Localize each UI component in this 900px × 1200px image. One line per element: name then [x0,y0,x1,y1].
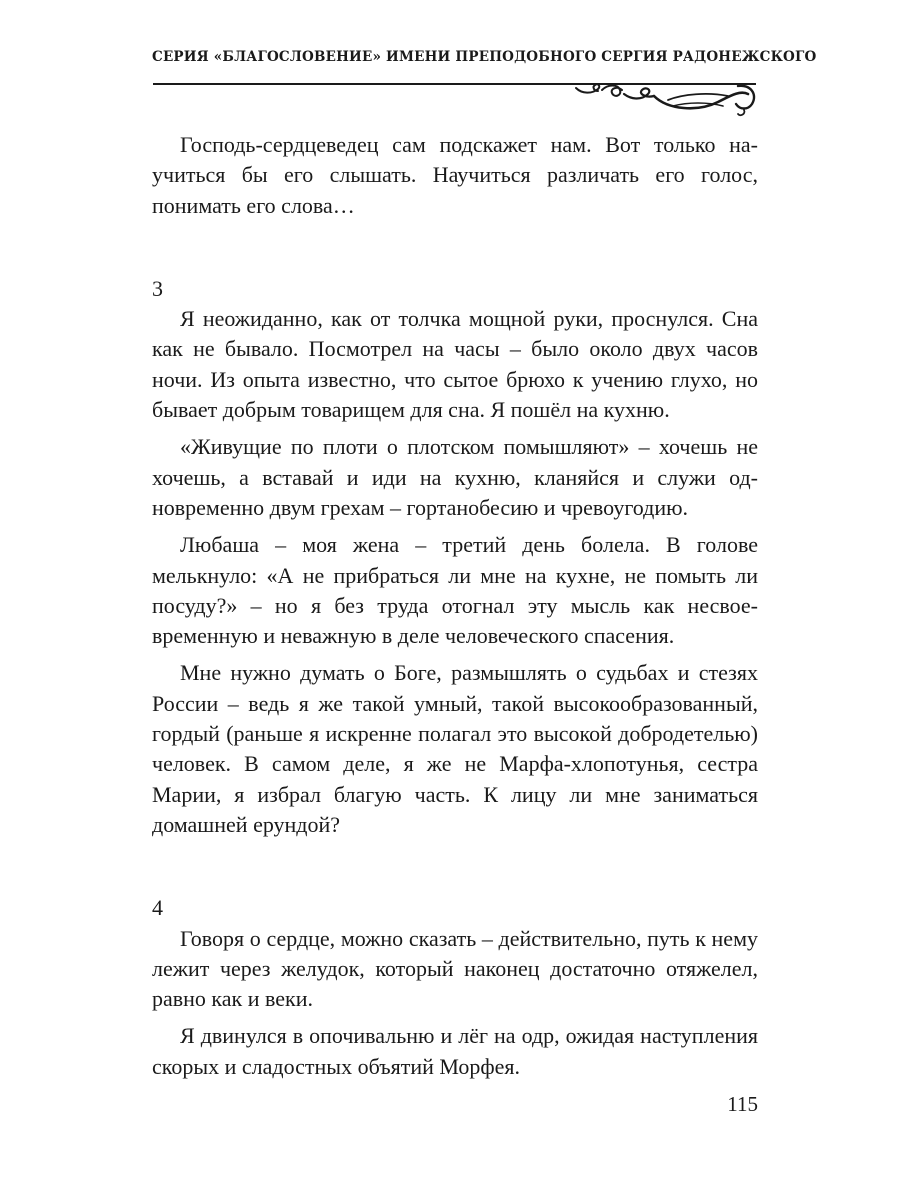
section-4-paragraph-1: Говоря о сердце, можно сказать – действительно, путь к нему лежит через желудок, который наконец достаточно отяжелел, равно как и веки. [152,925,758,1012]
flourish-ornament-icon [568,80,760,118]
section-3-paragraph-1: Я неожиданно, как от толчка мощной руки, проснулся. Сна как не бывало. Посмотрел на часы – было около двух часов ночи. Из опыта известно, что сытое брюхо к учению глухо, но бывает добрым товарищем для сна. Я пошёл на кухню. [152,306,758,423]
section-3-paragraph-4: Мне нужно думать о Боге, размышлять о судьбах и стезях России – ведь я же такой умный, такой высокообразованный, гордый (раньше я искренне полагал это высокой добродетелью) человек. В самом деле, я же не Марфа-хлопотунья, сестра Марии, я избрал благую часть. К лицу ли мне заниматься домашней ерундой? [152,660,758,837]
section-spacer [152,221,758,274]
section-spacer [152,840,758,893]
running-head: СЕРИЯ «БЛАГОСЛОВЕНИЕ» ИМЕНИ ПРЕПОДОБНОГО СЕРГИЯ РАДОНЕЖСКОГО [152,49,817,65]
intro-paragraph: Господь-сердцеведец сам подскажет нам. Вот только научиться бы его слышать. Научиться различать его голос, понимать его слова… [152,132,758,218]
section-3-paragraph-3: Любаша – моя жена – третий день болела. В голове мелькнуло: «А не прибраться ли мне на кухне, не помыть ли посуду?» – но я без труда отогнал эту мысль как несвоевременную и неважную в деле человеческого спасения. [152,532,758,649]
page-number: 115 [727,1092,758,1116]
section-4-paragraph-2: Я двинулся в опочивальню и лёг на одр, ожидая наступления скорых и сладостных объятий Морфея. [152,1023,758,1079]
section-3-paragraph-2: «Живущие по плоти о плотском помышляют» – хочешь не хочешь, а вставай и иди на кухню, кланяйся и служи одновременно двум грехам – гортанобесию и чревоугодию. [152,434,758,520]
section-number-3: 3 [152,275,163,301]
section-number-4: 4 [152,895,163,921]
page-body [152,130,758,1082]
